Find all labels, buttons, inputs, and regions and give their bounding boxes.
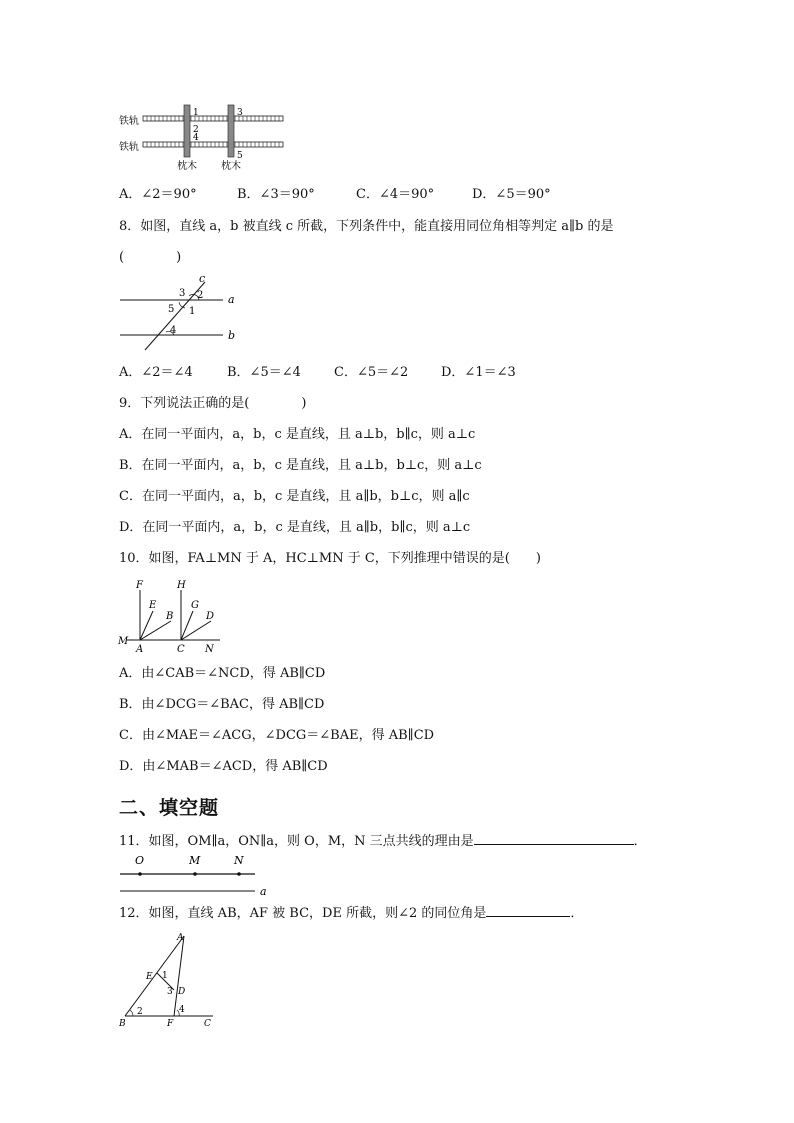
point-e: E (146, 972, 153, 982)
rail-label-top: 铁轨 (119, 116, 139, 127)
rail-bottom (143, 142, 283, 147)
point-o-dot (138, 872, 142, 876)
point-m: M (189, 854, 201, 867)
point-m: M (118, 636, 129, 647)
point-f: F (167, 1019, 174, 1029)
q12-stem: 12．如图，直线 AB，AF 被 BC，DE 所截，则∠2 的同位角是 (119, 906, 487, 921)
point-g: G (191, 600, 199, 611)
q10-option-c[interactable]: C．由∠MAE＝∠ACG，∠DCG＝∠BAE，得 AB∥CD (119, 728, 435, 743)
point-m-dot (193, 872, 197, 876)
angle-2-label: 2 (193, 125, 199, 135)
point-n: N (234, 854, 244, 867)
q12-question (119, 904, 583, 923)
angle-4-label: 4 (179, 1005, 185, 1015)
q12-end: ． (570, 906, 584, 921)
q9-stem: 9．下列说法正确的是( ) (119, 396, 307, 411)
line-b-label: b (228, 329, 236, 342)
point-c: C (204, 1019, 211, 1029)
angle-4-label: 4 (170, 325, 177, 336)
q7-rail-figure (115, 100, 295, 175)
line-a-label: a (228, 293, 235, 306)
q9-option-b[interactable]: B．在同一平面内，a，b，c 是直线，且 a⊥b，b⊥c，则 a⊥c (119, 458, 482, 473)
sleeper-right (228, 105, 234, 157)
q12-answer-blank[interactable] (486, 904, 570, 917)
q7-option-a[interactable]: A．∠2＝90° (119, 187, 197, 202)
q8-option-b[interactable]: B．∠5＝∠4 (227, 365, 301, 380)
q9-option-c[interactable]: C．在同一平面内，a，b，c 是直线，且 a∥b，b⊥c，则 a∥c (119, 489, 470, 504)
point-c: C (177, 644, 185, 654)
sleeper-label-left: 枕木 (177, 161, 197, 172)
angle-3-label: 3 (167, 987, 173, 997)
q10-option-b[interactable]: B．由∠DCG＝∠BAC，得 AB∥CD (119, 697, 325, 712)
q8-option-d[interactable]: D．∠1＝∠3 (441, 365, 516, 380)
q8-option-a[interactable]: A．∠2＝∠4 (119, 365, 193, 380)
q8-figure (115, 272, 245, 354)
q8-paren: ( ) (119, 250, 182, 265)
sleeper-left (184, 105, 190, 157)
point-h: H (177, 580, 186, 591)
q10-option-a[interactable]: A．由∠CAB＝∠NCD，得 AB∥CD (119, 666, 326, 681)
point-d: D (206, 611, 215, 622)
point-n: N (205, 644, 214, 654)
q8-option-c[interactable]: C．∠5＝∠2 (334, 365, 409, 380)
angle-5-label: 5 (168, 304, 175, 315)
q11-answer-blank[interactable] (474, 832, 634, 845)
point-n-dot (237, 872, 241, 876)
q10-stem: 10．如图，FA⊥MN 于 A，HC⊥MN 于 C，下列推理中错误的是( ) (119, 551, 541, 566)
angle-2-label: 2 (197, 290, 204, 301)
q10-option-d[interactable]: D．由∠MAB＝∠ACD，得 AB∥CD (119, 759, 328, 774)
q7-option-b[interactable]: B．∠3＝90° (237, 187, 315, 202)
point-a: A (136, 644, 144, 654)
rail-label-bottom: 铁轨 (119, 142, 139, 153)
rail-top (143, 116, 283, 121)
q10-figure (115, 578, 235, 654)
q12-figure (115, 928, 225, 1030)
q9-option-a[interactable]: A．在同一平面内，a，b，c 是直线，且 a⊥b，b∥c，则 a⊥c (119, 427, 476, 442)
angle-2-label: 2 (137, 1007, 143, 1017)
angle-5-label: 5 (237, 151, 243, 161)
line-a-label: a (260, 885, 267, 898)
line-c-label: c (199, 272, 206, 285)
q11-figure (115, 852, 285, 898)
q7-option-d[interactable]: D．∠5＝90° (472, 187, 551, 202)
q11-question (119, 832, 647, 851)
angle-3-label: 3 (237, 108, 243, 118)
point-b: B (119, 1019, 126, 1029)
angle-1-label: 1 (189, 306, 196, 317)
point-f: F (136, 580, 143, 591)
point-o: O (135, 854, 145, 867)
section-title: 二、填空题 (119, 797, 220, 819)
angle-3-label: 3 (179, 288, 186, 299)
q11-stem: 11．如图，OM∥a，ON∥a，则 O，M，N 三点共线的理由是 (119, 834, 474, 849)
sleeper-label-right: 枕木 (221, 161, 241, 172)
point-d: D (178, 987, 186, 997)
angle-1-label: 1 (193, 108, 199, 118)
q8-stem: 8．如图，直线 a，b 被直线 c 所截，下列条件中，能直接用同位角相等判定 a∥b 的是 (119, 219, 614, 234)
angle-4-label: 4 (193, 133, 199, 143)
angle-1-label: 1 (162, 971, 168, 981)
q7-option-c[interactable]: C．∠4＝90° (356, 187, 435, 202)
q11-end: ． (633, 834, 647, 849)
q9-option-d[interactable]: D．在同一平面内，a，b，c 是直线，且 a∥b，b∥c，则 a⊥c (119, 520, 471, 535)
point-e: E (149, 600, 157, 611)
point-a: A (177, 933, 184, 943)
point-b: B (166, 611, 174, 622)
